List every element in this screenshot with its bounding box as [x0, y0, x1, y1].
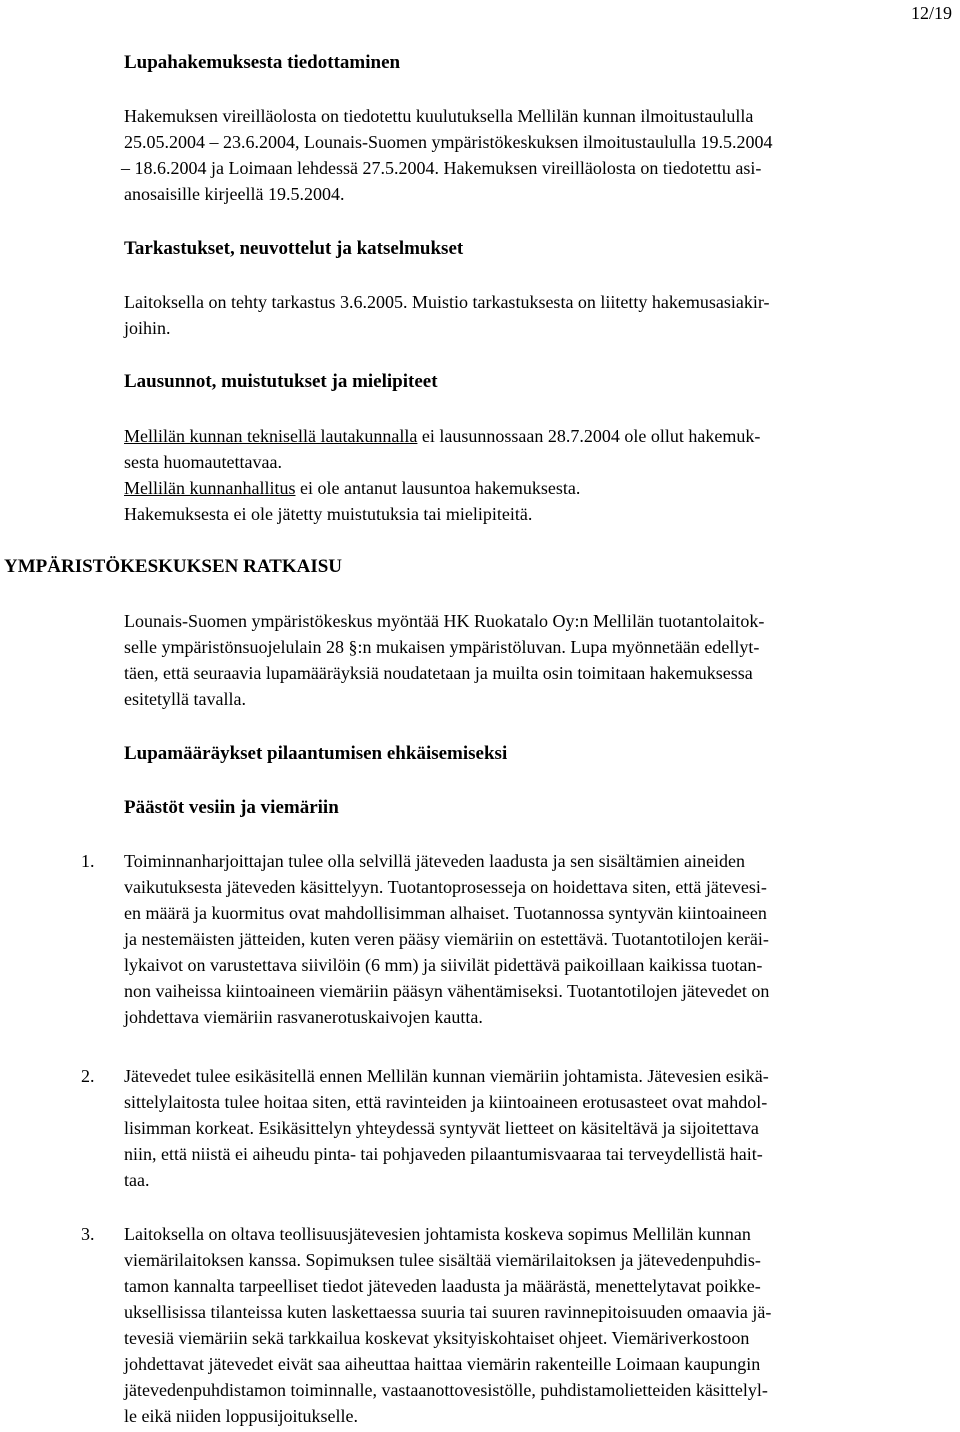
text-span: ei ole antanut lausuntoa hakemuksesta. — [295, 478, 581, 498]
text-line: sesta huomautettavaa. — [124, 452, 282, 472]
heading-lupahakemus: Lupahakemuksesta tiedottaminen — [124, 52, 401, 73]
subheading-paastot: Päästöt vesiin ja viemäriin — [124, 797, 339, 818]
heading-ratkaisu: YMPÄRISTÖKESKUKSEN RATKAISU — [4, 556, 343, 577]
list-item — [0, 1221, 960, 1429]
text-line: tevesiä viemäriin sekä tarkkailua koskevat yksityiskohtaiset ohjeet. Viemäriverkostoon — [124, 1328, 750, 1348]
text-line: johdettava viemäriin rasvanerotuskaivojen kautta. — [124, 1007, 483, 1027]
item-number: 1. — [81, 851, 95, 871]
text-line: vaikutuksesta jäteveden käsittelyyn. Tuotantoprosesseja on hoidettava siten, että jätevesi- — [124, 877, 767, 897]
text-line: Laitoksella on oltava teollisuusjätevesien johtamista koskeva sopimus Mellilän kunnan — [124, 1224, 751, 1244]
text-line: täen, että seuraavia lupamääräyksiä noudatetaan ja muilta osin toimitaan hakemuksessa — [124, 663, 753, 683]
paragraph-tarkastukset — [124, 289, 770, 341]
text-line: le eikä niiden loppusijoitukselle. — [124, 1406, 358, 1426]
list-item — [0, 848, 960, 1030]
lautakunta-link: Mellilän kunnan teknisellä lautakunnalla — [124, 426, 418, 446]
text-line: niin, että niistä ei aiheudu pinta- tai pohjaveden pilaantumisvaaraa tai terveydellistä hait- — [124, 1144, 763, 1164]
text-line: anosaisille kirjeellä 19.5.2004. — [124, 184, 345, 204]
text-line: johdettavat jätevedet eivät saa aiheuttaa haittaa viemärin rakenteille Loimaan kaupungin — [124, 1354, 761, 1374]
text-line — [124, 475, 760, 501]
text-line: uksellisissa tilanteissa kuten laskettaessa suuria tai suuren ravinnepitoisuuden omaavia jä- — [124, 1302, 772, 1322]
text-line: joihin. — [124, 318, 171, 338]
text-line: viemärilaitoksen kanssa. Sopimuksen tulee sisältää viemärilaitoksen ja jätevedenpuhdis- — [124, 1250, 761, 1270]
page-number: 12/19 — [910, 3, 952, 23]
heading-lupamaaraykset: Lupamääräykset pilaantumisen ehkäisemiseksi — [124, 743, 508, 764]
text-line: Lounais-Suomen ympäristökeskus myöntää HK Ruokatalo Oy:n Mellilän tuotantolaitok- — [124, 611, 765, 631]
text-line: jätevedenpuhdistamon toiminnalle, vastaanottovesistölle, puhdistamolietteiden käsittelyl- — [124, 1380, 768, 1400]
text-line: en määrä ja kuormitus ovat mahdollisimman alhaiset. Tuotannossa syntyvän kiintoaineen — [124, 903, 767, 923]
heading-lausunnot: Lausunnot, muistutukset ja mielipiteet — [124, 371, 438, 392]
text-line: Hakemuksesta ei ole jätetty muistutuksia tai mielipiteitä. — [124, 504, 533, 524]
list-item — [0, 1063, 960, 1193]
text-line: Toiminnanharjoittajan tulee olla selvillä jäteveden laadusta ja sen sisältämien aineiden — [124, 851, 746, 871]
paragraph-ratkaisu — [124, 608, 764, 712]
text-line: taa. — [124, 1170, 150, 1190]
text-line: selle ympäristönsuojelulain 28 §:n mukaisen ympäristöluvan. Lupa myönnetään edellyt- — [124, 637, 760, 657]
text-span: ei lausunnossaan 28.7.2004 ole ollut hakemuk- — [417, 426, 761, 446]
text-line: – 18.6.2004 ja Loimaan lehdessä 27.5.2004. Hakemuksen vireilläolosta on tiedotettu asi- — [121, 158, 762, 178]
text-line: lisimman korkeat. Esikäsittelyn yhteydessä syntyvät lietteet on käsiteltävä ja sijoitettava — [124, 1118, 759, 1138]
heading-tarkastukset: Tarkastukset, neuvottelut ja katselmukset — [124, 238, 464, 259]
text-line: lykaivot on varustettava siivilöin (6 mm) ja siivilät pidettävä paikoillaan kaikissa tuotan- — [124, 955, 763, 975]
text-line: sittelylaitosta tulee hoitaa siten, että ravinteiden ja kiintoaineen erotusasteet ovat mahdol- — [124, 1092, 768, 1112]
text-line: tamon kannalta tarpeelliset tiedot jäteveden laadusta ja määrästä, menettelytavat poikke- — [124, 1276, 761, 1296]
text-line: Hakemuksen vireilläolosta on tiedotettu kuulutuksella Mellilän kunnan ilmoitustaululla — [124, 106, 754, 126]
text-line: non vaiheissa kiintoaineen viemäriin pääsyn vähentämiseksi. Tuotantotilojen jätevedet on — [124, 981, 770, 1001]
paragraph-lausunnot — [124, 423, 760, 527]
text-line: 25.05.2004 – 23.6.2004, Lounais-Suomen ympäristökeskuksen ilmoitustaululla 19.5.2004 — [124, 132, 773, 152]
text-line — [124, 423, 760, 449]
text-line: Laitoksella on tehty tarkastus 3.6.2005. Muistio tarkastuksesta on liitetty hakemusasiakir- — [124, 292, 770, 312]
item-number: 2. — [81, 1066, 95, 1086]
text-line: Jätevedet tulee esikäsitellä ennen Mellilän kunnan viemäriin johtamista. Jätevesien esikä- — [124, 1066, 769, 1086]
text-line: esitetyllä tavalla. — [124, 689, 246, 709]
kunnanhallitus-link: Mellilän kunnanhallitus — [124, 478, 296, 498]
text-line: ja nestemäisten jätteiden, kuten veren pääsy viemäriin on estettävä. Tuotantotilojen keräi- — [124, 929, 769, 949]
paragraph-lupahakemus — [121, 103, 773, 207]
item-number: 3. — [81, 1224, 95, 1244]
